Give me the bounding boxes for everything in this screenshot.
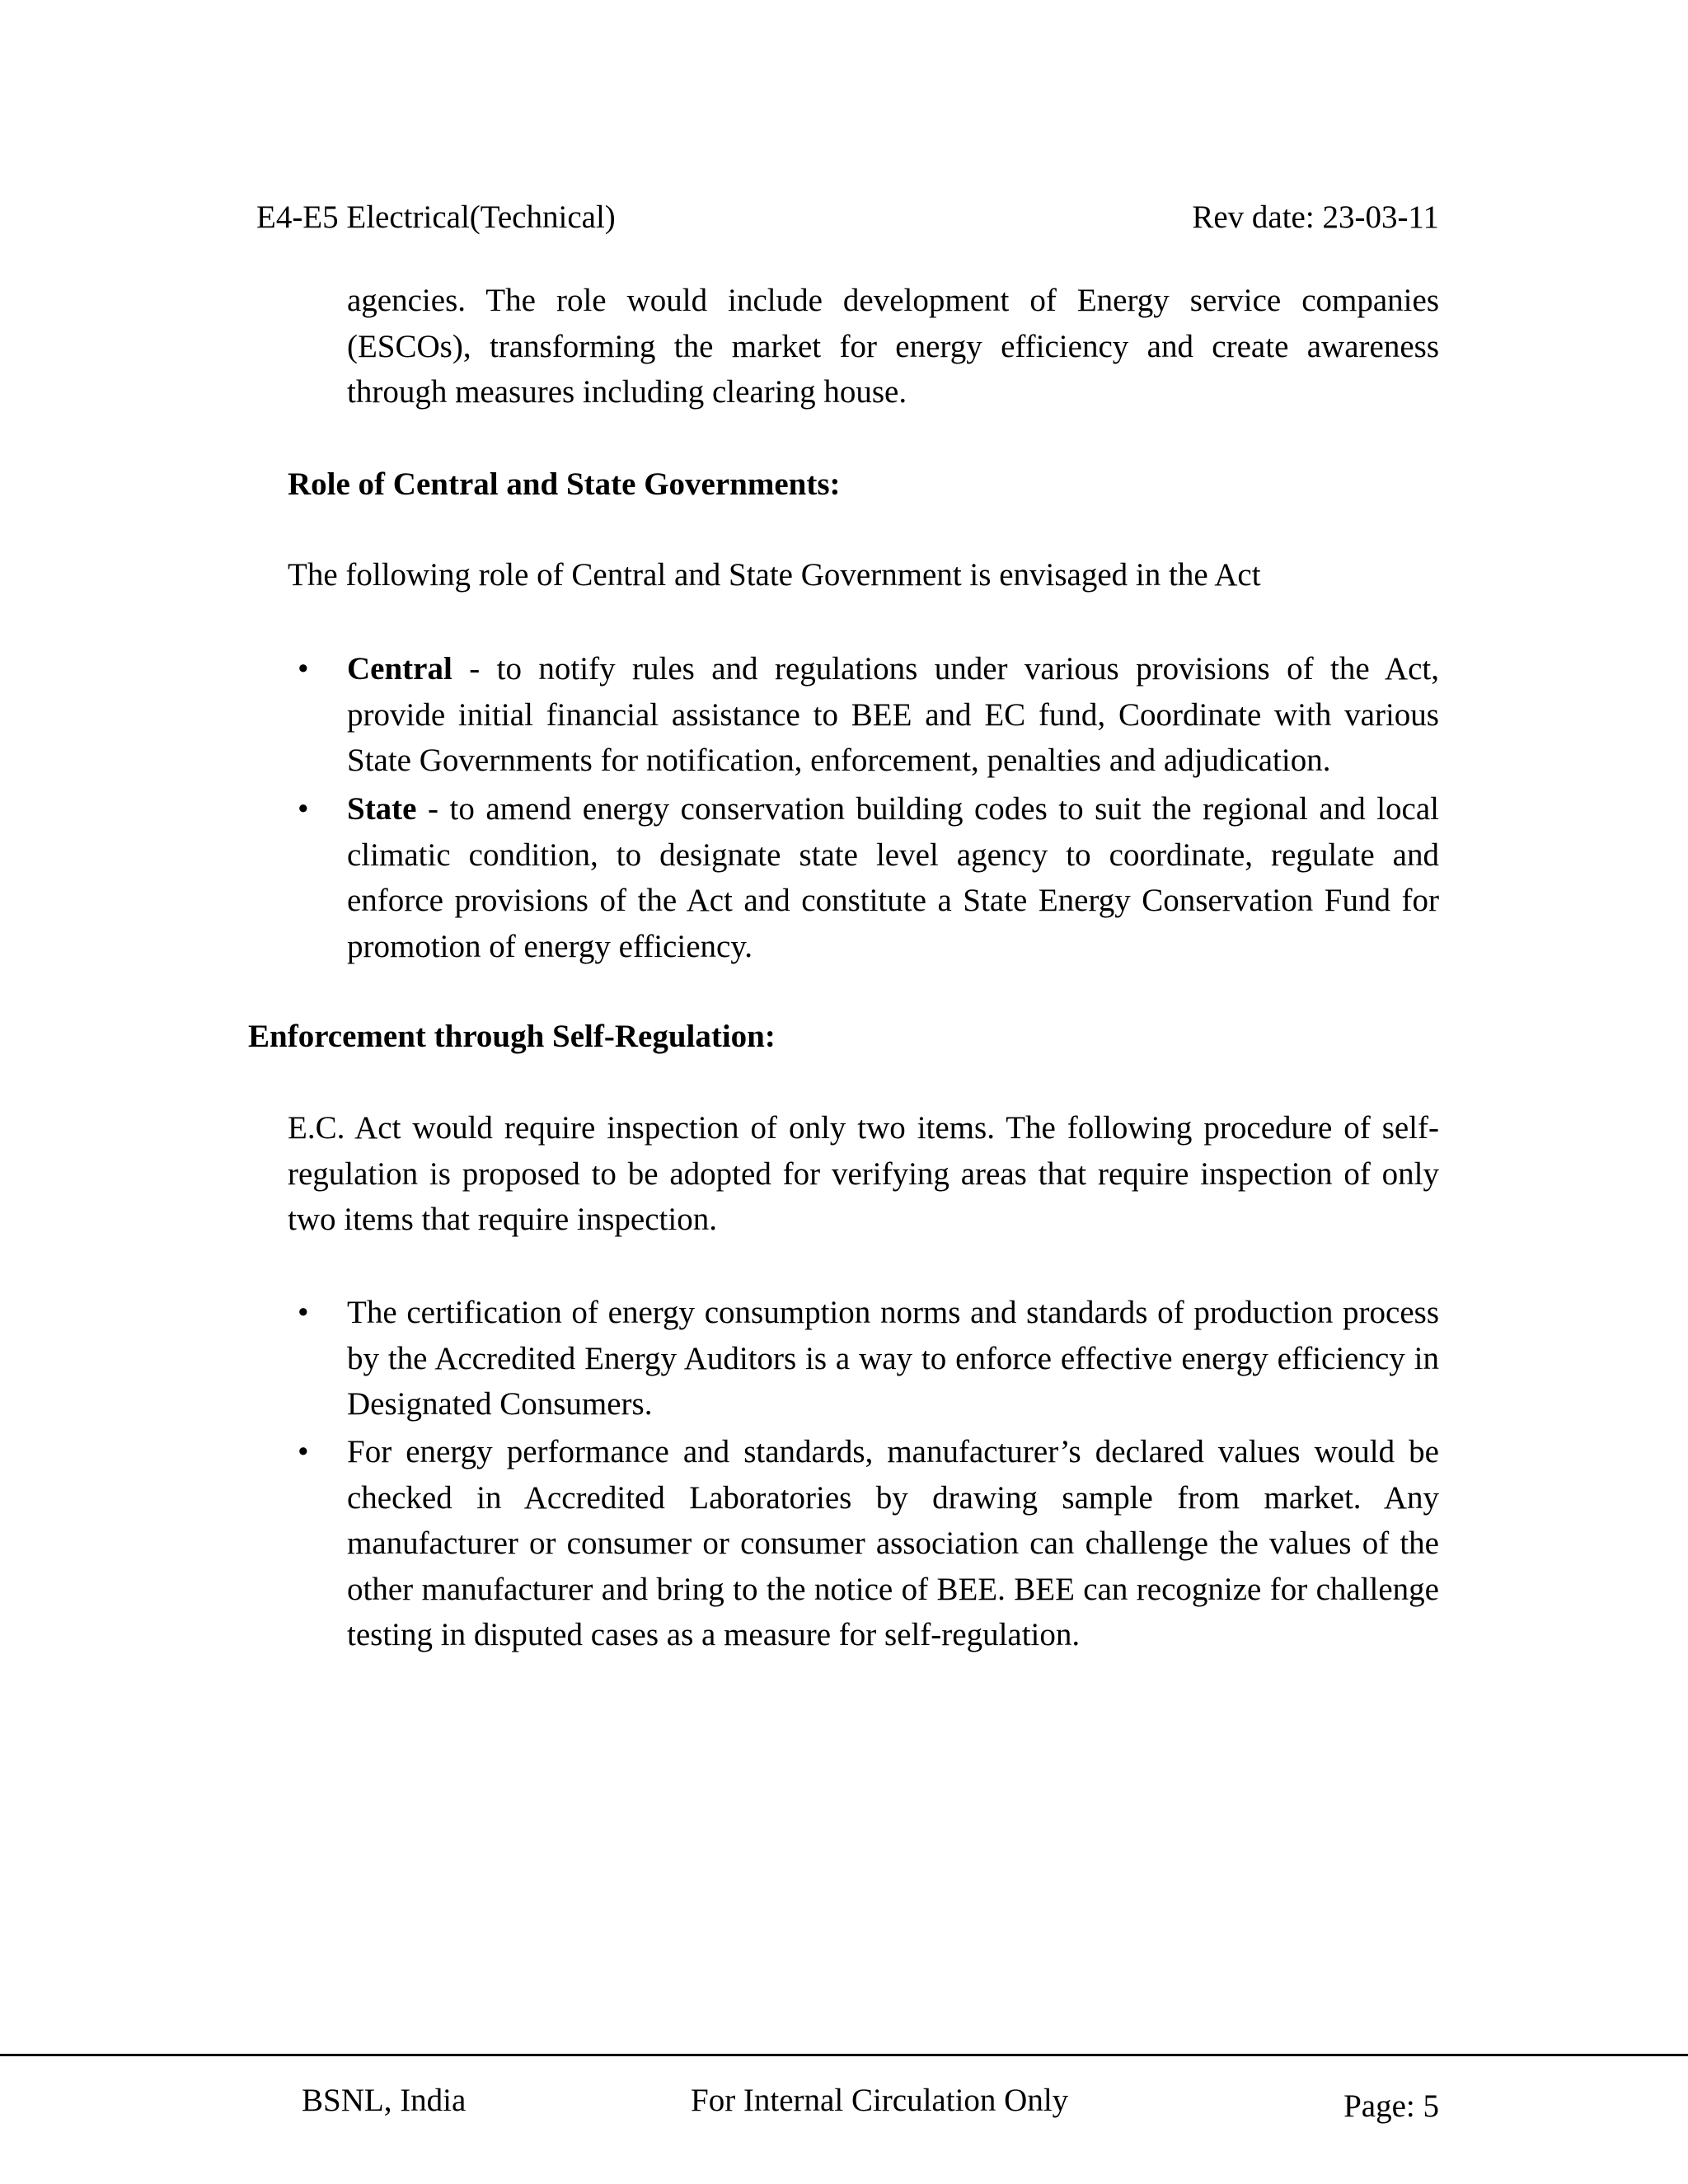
bullet-certification: The certification of energy consumption norms and standards of production process by the Accredited Energy Auditors is a way to enforce effective energy efficiency in Designated Consumers. — [347, 1295, 1439, 1422]
header-rev-date: Rev date: 23-03-11 — [1192, 199, 1439, 235]
footer-org: BSNL, India — [302, 2083, 467, 2118]
bullet-text-central: - to notify rules and regulations under various provisions of the Act, provide initial financial assistance to BEE and EC fund, Coordinate with various State Governments for notification, enforcement, penalties and adjudication. — [347, 651, 1439, 778]
intro-paragraph: agencies. The role would include development of Energy service companies (ESCOs), transforming the market for energy efficiency and create awareness through measures including clearing house. — [347, 283, 1439, 410]
bullet-text-state: - to amend energy conservation building codes to suit the regional and local climatic condition, to designate state level agency to coordinate, regulate and enforce provisions of the Act and constitute a State Energy Conservation Fund for promotion of energy efficiency. — [347, 791, 1439, 964]
footer-circulation-note: For Internal Circulation Only — [691, 2083, 1069, 2118]
bullet-icon: • — [298, 791, 309, 827]
footer-divider — [0, 2054, 1688, 2056]
bullet-icon: • — [298, 1295, 309, 1330]
section-heading-self-regulation: Enforcement through Self-Regulation: — [248, 1019, 776, 1054]
bullet-term-central: Central — [347, 651, 452, 687]
bullet-central — [347, 646, 1439, 784]
bullet-performance-standards: For energy performance and standards, manufacturer’s declared values would be checked in Accredited Laboratories by drawing sample from market. Any manufacturer or consumer or consumer association can challenge the values of the other manufacturer and bring to the notice of BEE. BEE can recognize for challenge testing in disputed cases as a measure for self-regulation. — [347, 1434, 1439, 1652]
footer-page-number: Page: 5 — [1343, 2088, 1439, 2124]
section-heading-role-governments: Role of Central and State Governments: — [288, 466, 841, 502]
bullet-state — [347, 786, 1439, 969]
section-intro-role: The following role of Central and State Government is envisaged in the Act — [288, 557, 1261, 593]
header-doc-title: E4-E5 Electrical(Technical) — [256, 199, 616, 235]
bullet-term-state: State — [347, 791, 417, 827]
section-intro-self-regulation: E.C. Act would require inspection of only two items. The following procedure of self-regulation is proposed to be adopted for verifying areas that require inspection of only two items that require inspection. — [288, 1110, 1439, 1237]
bullet-icon: • — [298, 1434, 309, 1469]
bullet-icon: • — [298, 651, 309, 687]
